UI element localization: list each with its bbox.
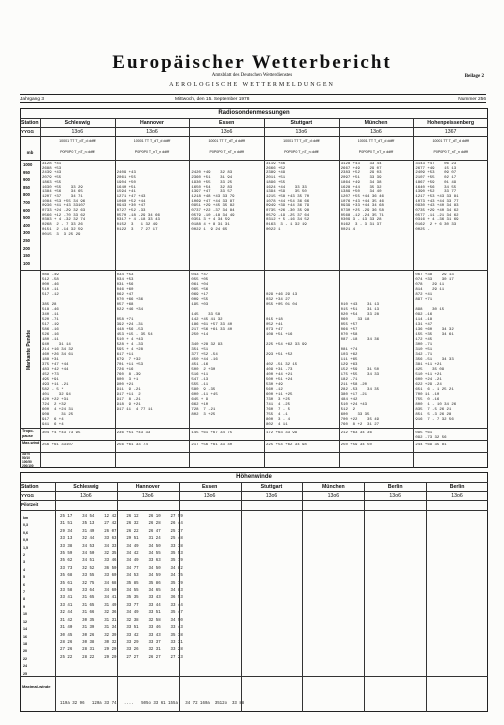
pressure-level: 100 <box>23 260 30 266</box>
station-name: Hannover <box>140 120 164 126</box>
station-time: 13o6 <box>71 129 84 135</box>
side-label-markante-punkte: Markante Punkte <box>26 330 32 371</box>
maxwind-data: 250 +59 34 50 <box>340 443 372 447</box>
station-time: 13o6 <box>146 129 158 135</box>
pressure-level: 1000 <box>23 162 33 167</box>
column-code-header: 10001 TT T_dT_d ddfff <box>432 139 469 143</box>
column-code-header: 10001 TT T_dT_d ddfff <box>357 139 395 143</box>
supplement-label: Beilage 2 <box>464 74 484 79</box>
column-code-header: 10001 TT T_dT_d ddfff <box>59 139 96 143</box>
station-name: München <box>364 120 388 126</box>
hw-level: 5 <box>23 575 25 580</box>
station-name: Stuttgart <box>290 120 313 126</box>
pressure-level: 950 <box>23 169 30 175</box>
pressure-level: 900 <box>23 177 30 183</box>
hw-level: 3 <box>23 560 25 565</box>
hw-station-name: Stuttgart <box>260 484 283 490</box>
pressure-level: 400 <box>23 222 30 228</box>
column-code-subheader: P0P0P0 T_nT_n ddfff <box>358 150 394 154</box>
station-label: Station <box>21 120 39 126</box>
hw-maxwind-values: 119a 32 96 120a 33 74 .... 505o 33 61 155a 34 72 160a 3512o 33 88 <box>60 702 245 706</box>
tropopause-data: 095 +61 092 -73 32 56 <box>415 431 447 440</box>
hw-level: 6 <box>23 582 25 587</box>
column-code-header: 10001 TT T_dT_d ddfff <box>283 139 320 143</box>
issue-number: Nummer 256 <box>458 96 486 102</box>
hw-level: 9 <box>23 604 25 609</box>
hw-level: 10 <box>23 612 27 617</box>
hw-level: 12 <box>23 619 27 624</box>
hw-level: 0,9 <box>23 538 28 543</box>
mb-label: mb <box>26 150 34 155</box>
station-name: Hohenpeissenberg <box>427 120 474 126</box>
station-name: Essen <box>219 120 235 126</box>
hw-level: 0,6 <box>23 530 28 535</box>
hw-station-time: 13o6 <box>203 493 216 499</box>
level-data: 3143 +47 06 23 2677 +49 15 13 2409 +53 09 07 2107 +55 02 17 1867 +59 01 49 1640 +56 34 55 1390 +52 33 77 1217 +53 +43 33 81 1073 +43 +44 33 77 0930 +43 +40 34 83 0735 +29 +40 34 62 0577 -11 -21 34 62 0316 + 4 -36 31 69 0162 2 + 6 30 33 0025 - <box>415 162 459 232</box>
issue-date: Mittwoch, den 15. September 1978 <box>175 96 250 102</box>
hw-level: 1,5 <box>23 545 28 550</box>
station-name: Schleswig <box>64 120 91 126</box>
tropopause-data: 236 +51 +43 33 <box>116 431 151 435</box>
hw-station-time: 13o6 <box>80 493 92 499</box>
maxwind-data: 244 +69 35 81 <box>415 443 447 447</box>
level-data: 2420 +49 32 83 2360 +51 31 94 1930 +55 33 25 1650 +54 32 83 1397 +47 33 57 1218 +48 +43 33 79 1069 +47 +44 33 87 0951 +29 +45 35 82 0737 +22 -37 34 84 0579 -10 -18 34 49 0351 3 + 4 34 59 0188 4 + 8 31 31 0022 1 9 24 65 <box>191 171 235 232</box>
hw-level: 4 <box>23 567 25 572</box>
station-time: 13o6 <box>220 129 233 135</box>
hw-level: 16 <box>23 634 27 639</box>
significant-points-data: 067 +38 29 13 074 +33 30 17 078 29 11 814 29 11 872 +41 897 +71 898 30 15 092 -16 114 -18 131 +47 136 +60 34 32 155 +35 34 61 172 +45 300 -71 310 +51 342 -71 356 -51 34 33 381 +11 +21 425 35 09 510 +11 +21 600 +24 -21 622 +29 -24 651 6 - 1 25 21 700 11 -10 755 0 -16 800 1 - 10 34 26 835 7 -5 26 21 851 5 -3 26 28 916 7 - 7 32 56 <box>415 273 457 422</box>
volume-label: Jahrgang 3 <box>20 96 45 102</box>
hw-level: 22 <box>23 656 27 661</box>
pressure-level: 600 <box>23 207 30 213</box>
tropopause-data: 145 +61 +67 34 75 <box>191 431 233 435</box>
hw-station-label: Station <box>21 484 39 490</box>
hw-station-time: 13o6 <box>141 493 154 499</box>
column-code-subheader: P0P0P0 T_nT_n ddfff <box>209 150 244 154</box>
hw-yygg-label: YYGG <box>21 493 35 498</box>
hw-maxwind-label: Maximal-winde <box>22 684 51 689</box>
hw-station-name: Essen <box>201 484 218 490</box>
bottom-level: 50/10 <box>22 456 30 460</box>
hw-level: 25 <box>23 671 27 676</box>
issue-info-bar <box>20 94 486 103</box>
hw-level: 2 <box>23 553 25 558</box>
significant-points-data: 043 +47 055 +05 061 +04 065 +56 069 +17 009 +55 195 +03 145 33 58 142 +45 41 32 186 +61 +57 33 40 217 +56 +61 33 40 250 +14 340 +28 32 93 351 +51 377 +52 -54 450 +44 -16 451 -16 500 2 +30 516 +11 547 -13 555 -11 580 9 -35 600 -11 +45 645 + 9 662 +10 728 7 -21 802 3 +25 <box>191 273 233 417</box>
station-time: 13o6 <box>295 129 308 135</box>
hw-level: 14 <box>23 627 27 632</box>
hw-station-time: 13o6 <box>389 493 401 499</box>
pressure-level: 700 <box>23 199 30 205</box>
hw-station-name: München <box>321 484 345 490</box>
pressure-level: 200 <box>23 245 30 251</box>
hw-level: 18 <box>23 641 27 646</box>
tropopause-data: 212 +63 34 36 <box>340 431 372 435</box>
hw-station-time: 13o6 <box>451 493 463 499</box>
column-code-header: 10001 TT T_dT_d ddfff <box>133 139 171 143</box>
maxwind-data: 256 +61 33 74 <box>116 443 148 447</box>
hw-pilotzeit-label: Pilotzeit <box>21 502 39 507</box>
hw-station-name: Hannover <box>135 484 160 490</box>
yygg-label: YYGG <box>21 129 35 134</box>
hw-level: 24 <box>23 664 27 669</box>
level-data: 3128 +43 33 44 2667 +49 29 07 2383 +52 29 03 2097 +51 33 39 1864 +49 34 38 1628 +44 35 32 1389 +50 34 40 1207 +55 +44 36 46 1076 +43 +44 35 46 0939 +33 +44 34 68 0730 +25 -29 36 58 0568 -12 -24 35 71 0309 3 - 13 33 28 0162 3 - 3 31 37 0021 4 <box>340 162 384 232</box>
pressure-level: 250 <box>23 237 30 243</box>
level-data: 3128 +41 2688 +53 2439 +43 2079 +55 1863 +55 1630 +55 33 29 1384 +56 34 65 1207 +37 34 71 1084 +53 +55 34 96 0936 +41 +43 33107 0733 +24 -29 32 63 0566 +12 -70 33 62 0383 + 4 -32 32 74 0268 2 - 7 33 26 0151 2 -14 32 59 0015 3 3 25 29 <box>42 162 86 237</box>
page-subtitle: Amtsblatt des Deutschen Wetterdienstes <box>211 73 293 78</box>
hw-level: 0,3 <box>23 523 28 528</box>
significant-points-data: 089 -49 512 -58 000 -46 510 -11 517 -12 385 28 518 -46 340 -11 520 -71 517 -19 586 -16 526 -16 180 -11 940 31 14 214 +16 34 32 460 +26 34 61 188 +31 375 +47 +44 483 +42 +44 452 +73 495 +91 493 +11 -21 582 - 5 * 401 32 94 420 +22 +31 724 2 +32 600 4 +24 31 908 31 25 917 6 +4 941 6 +4 <box>42 273 74 427</box>
tropopause-label: Tropo-pause <box>22 429 34 438</box>
hoehenwinde-title: Höhenwinde <box>236 474 272 480</box>
section-heading: AEROLOGISCHE WETTERMELDUNGEN <box>169 82 335 88</box>
column-code-subheader: P0P0P0 T_nT_n ddfff <box>134 150 170 154</box>
tropopause-data: 172 +63 33 99 <box>266 431 298 435</box>
station-time: 1367 <box>444 129 457 135</box>
hw-level: km <box>23 516 29 520</box>
hw-grid-values: 25 17 34 54 12 42 26 12 26 10 27 59 31 51 35 13 27 42 26 32 26 28 26 44 29 34 31 49 26 07 26 22 26 47 25 37 33 13 32 44 33 63 29 51 31 24 25 48 33 38 34 53 34 33 34 49 34 50 33 38 35 59 34 50 32 35 34 42 34 55 35 53 35 62 34 51 33 46 34 49 33 63 35 79 33 73 32 52 36 50 34 77 34 50 34 82 35 68 33 55 33 60 34 53 34 59 34 75 35 61 32 75 34 68 35 85 35 86 35 79 33 58 33 64 34 60 34 55 34 65 34 83 33 41 31 65 34 41 35 35 33 43 36 53 33 41 31 65 31 49 33 77 33 44 33 44 32 44 31 66 32 36 34 49 33 51 35 47 31 42 30 35 31 31 32 38 32 58 34 50 31 40 31 39 31 34 33 51 33 46 33 43 30 45 30 26 32 39 33 42 33 43 35 38 28 26 30 38 30 32 33 29 33 37 33 31 27 26 28 31 29 29 33 26 32 31 33 28 25 22 28 22 29 20 27 27 26 27 27 23 <box>60 515 183 660</box>
pressure-levels <box>23 161 32 267</box>
maxwind-data: 225 +54 +62 34 98 <box>266 443 307 447</box>
bottom-level: 30/70 <box>22 452 30 456</box>
maxwind-data: 256 +61 33107 <box>42 443 74 447</box>
pressure-level: 850 <box>23 184 30 190</box>
hw-station-name: Berlin <box>387 484 403 490</box>
radiosonde-title: Radiosondenmessungen <box>218 110 290 116</box>
tropopause-data: 304 +4 +43 73 95 <box>42 431 81 435</box>
hw-station-time: 13o6 <box>327 493 340 499</box>
page-title: Europäischer Wetterbericht <box>112 52 392 73</box>
column-code-subheader: P0P0P0 T_nT_n ddfff <box>60 150 95 154</box>
bottom-levels <box>22 452 34 468</box>
significant-points-data: 034 +53 034 +53 031 +56 046 +60 062 +47 070 +66 +36 057 +68 022 +46 +34 058 +71 392 +24 -31 448 +56 -53 453 +15 - 35 54 510 + 4 +43 528 + 4 -33 595 + 4 +28 617 +11 679 7 +32 701 +11 +53 726 +16 760 8 -39 800 3 +1 900 +21 911 9 -21 917 +11 2 917 8 -21 918 9 +21 917 11 4 77 11 <box>116 273 153 412</box>
column-code-subheader: P0P0P0 T_nT_n ddfff <box>284 150 319 154</box>
level-data: 2409 +43 2061 +55 1904 +50 1640 +51 1594 +41 1271 +47 +43 1060 +52 +44 0943 +30 +47 0727 +52 -33 0570 -18 -29 34 66 0317 + 4 -18 33 43 0152 3 1 32 49 0122 3 7 27 17 <box>116 171 160 232</box>
column-code-header: 10001 TT T_dT_d ddfff <box>208 139 245 143</box>
hw-level: 8 <box>23 597 25 602</box>
bottom-level: 100/50 <box>22 460 32 464</box>
station-time: 13o6 <box>370 129 382 135</box>
pressure-level: 150 <box>23 253 30 259</box>
hw-station-name: Berlin <box>449 484 465 490</box>
bottom-level: 200/100 <box>22 464 34 468</box>
hw-station-name: Schleswig <box>73 484 99 490</box>
hw-level: 7 <box>23 590 25 595</box>
hw-levels <box>23 515 28 678</box>
column-code-subheader: P0P0P0 T_nT_n ddfff <box>433 150 468 154</box>
level-data: 3119 +46 2666 +52 2389 +49 2011 +51 1896 +55 1624 +44 33 33 1394 +59 35 50 1215 +58 +43 35 70 1078 +44 +54 36 66 0949 +39 +44 36 79 0735 +26 -30 35 98 0579 -19 -25 37 64 0312 + 5 -16 34 52 0163 3 - 1 32 19 0022 1 <box>266 162 310 232</box>
hw-station-time: 13o6 <box>265 493 278 499</box>
pressure-level: 500 <box>23 215 30 221</box>
pressure-level: 800 <box>23 192 30 198</box>
pressure-level: 300 <box>23 230 30 236</box>
significant-points-data: 029 +46 29 13 032 +34 27 055 +05 01 04 015 +18 052 +41 073 +47 108 +51 +16 225 +54 +62 33 99 293 +51 +52 402 -51 32 15 409 +31 -73 400 +44 +21 500 +51 +24 530 +49 560 -12 600 +11 +25 730 3 +25 741 4 -25 760 7 - 5 755 4 -1 800 3 - 4 802 4 11 <box>266 293 307 427</box>
maxwind-data: 217 +56 +61 33 40 <box>191 443 233 447</box>
maxwind-label: Max-wind <box>22 441 40 445</box>
hw-level: 20 <box>23 649 27 654</box>
significant-points-data: 010 +43 31 13 015 +51 31 13 020 +54 33 28 060 33 18 055 +57 066 +57 070 +58 087 -18 34 36 081 +74 103 +62 111 +65 129 +63 152 +59 31 50 175 +55 34 33 182 -71 211 +58 -20 282 -53 34 35 380 +17 -21 484 +42 510 +24 +43 512 2 600 33 35 700 +22 35 49 760 8 +2 31 27 <box>340 303 380 427</box>
